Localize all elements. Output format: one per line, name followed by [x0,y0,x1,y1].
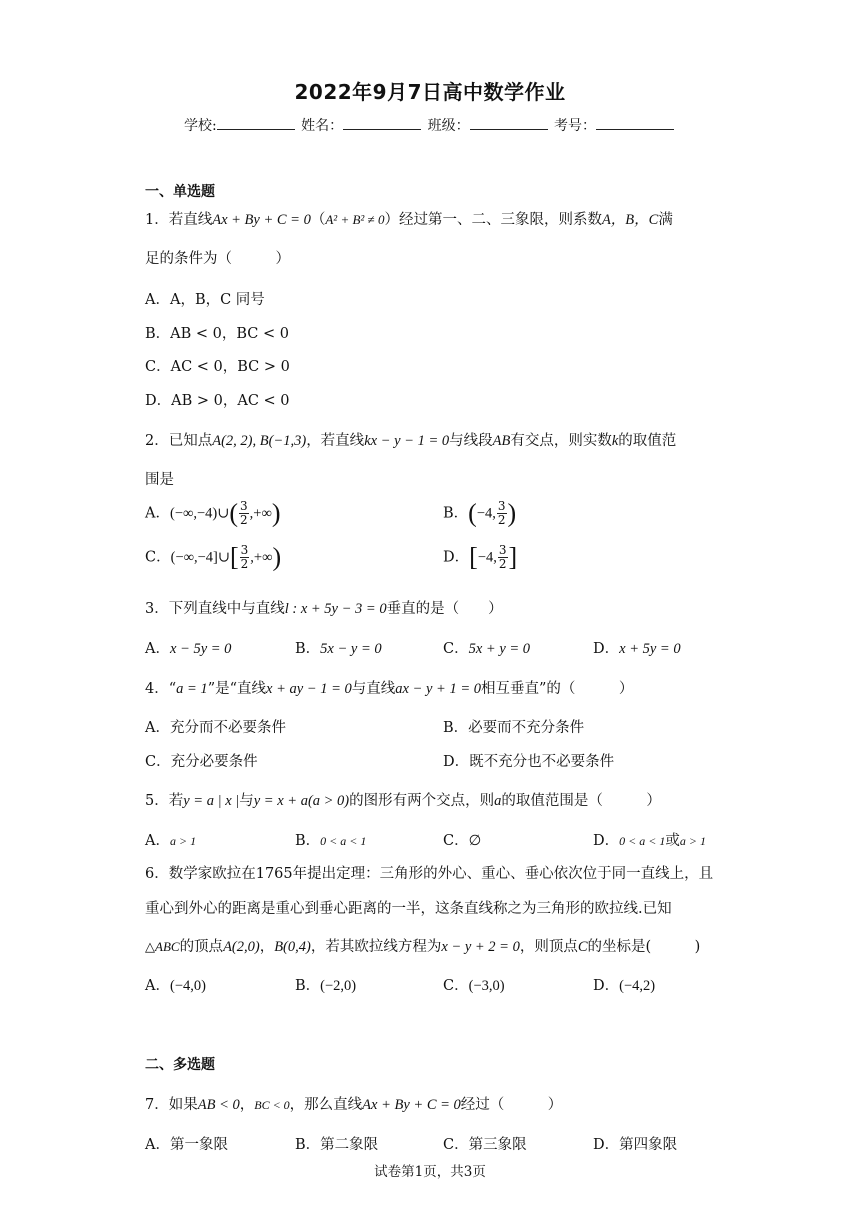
q5-option-a[interactable]: A．a > 1 [145,833,197,849]
q3-option-d[interactable]: D．x + 5y = 0 [593,641,681,657]
q2-option-d[interactable]: D．[−4, $\frac{3}{2}$ ] [443,542,518,572]
q2-option-c[interactable]: C．(−∞,−4]∪[ $\frac{3}{2}$ ,+∞) [145,542,282,572]
q3-option-c[interactable]: C．5x + y = 0 [443,641,531,657]
q4-option-a[interactable]: A．充分而不必要条件 [145,720,286,736]
q7-stem: 7．如果AB < 0，BC < 0，那么直线Ax + By + C = 0经过（ ） [145,1097,563,1113]
school-label: 学校: [183,118,217,134]
class-blank [470,115,548,130]
section-single-choice: 一、单选题 [145,184,215,200]
q6-option-a[interactable]: A．(−4,0) [145,978,206,994]
q3-stem: 3．下列直线中与直线l : x + 5y − 3 = 0垂直的是（ ） [145,601,503,617]
q7-option-b[interactable]: B．第二象限 [295,1137,379,1153]
q1-condition: A² + B² ≠ 0 [325,212,385,227]
q6-option-b[interactable]: B．(−2,0) [295,978,357,994]
q6-option-d[interactable]: D．(−4,2) [593,978,656,994]
q2-points: A(2, 2), B(−1,3) [212,433,307,449]
q1-stem-line1: 1．若直线Ax + By + C = 0（A² + B² ≠ 0）经过第一、二、三象限，则系数A，B，C满 [145,212,673,228]
student-info-line [0,115,860,135]
q1-option-b[interactable]: B．AB < 0，BC < 0 [145,326,289,342]
q5-option-c[interactable]: C．∅ [443,833,482,849]
q5-stem: 5．若y = a | x |与y = x + a(a > 0)的图形有两个交点，则a的取值范围是（ ） [145,793,661,809]
q5-option-b[interactable]: B．0 < a < 1 [295,833,367,849]
name-blank [343,115,421,130]
q2-stem-line2: 围是 [145,472,174,488]
q4-stem: 4．“a = 1”是“直线x + ay − 1 = 0与直线ax − y + 1 = 0相互垂直”的（ ） [145,681,634,697]
q7-option-a[interactable]: A．第一象限 [145,1137,228,1153]
class-label: 班级： [427,118,470,134]
page-title: 2022年9月7日高中数学作业 [294,80,566,104]
q6-option-c[interactable]: C．(−3,0) [443,978,505,994]
exam-no-label: 考号： [554,118,597,134]
q3-equation: l : x + 5y − 3 = 0 [284,601,387,617]
q2-equation: kx − y − 1 = 0 [364,433,450,449]
page-footer: 试卷第1页，共3页 [374,1164,486,1180]
q4-option-c[interactable]: C．充分必要条件 [145,754,258,770]
q1-option-d[interactable]: D．AB > 0，AC < 0 [145,393,290,409]
name-label: 姓名： [301,118,344,134]
exam-no-blank [596,115,674,130]
q6-stem-line3: △ABC的顶点A(2,0)，B(0,4)，若其欧拉线方程为x − y + 2 = 0，则顶点C的坐标是( ) [145,939,701,955]
q6-stem-line2: 重心到外心的距离是重心到垂心距离的一半，这条直线称之为三角形的欧拉线.已知 [145,901,672,917]
q4-option-b[interactable]: B．必要而不充分条件 [443,720,585,736]
q5-option-d[interactable]: D．0 < a < 1或a > 1 [593,833,706,849]
q4-option-d[interactable]: D．既不充分也不必要条件 [443,754,615,770]
section-multi-choice: 二、多选题 [145,1057,215,1073]
q7-option-c[interactable]: C．第三象限 [443,1137,527,1153]
q1-option-a[interactable]: A．A，B，C 同号 [145,292,265,308]
q1-stem-line2: 足的条件为（ ） [145,251,290,267]
q1-option-c[interactable]: C．AC < 0，BC > 0 [145,359,290,375]
q1-equation: Ax + By + C = 0 [212,212,311,228]
q6-stem-line1: 6．数学家欧拉在1765年提出定理：三角形的外心、重心、垂心依次位于同一直线上，且 [145,866,714,882]
fraction: $\frac{3}{2}$ [240,499,248,527]
q2-option-a[interactable]: A．(−∞,−4)∪( $\frac{3}{2}$ ,+∞) [145,498,281,528]
q2-stem-line1: 2．已知点A(2, 2), B(−1,3)，若直线kx − y − 1 = 0与线段AB有交点，则实数k的取值范 [145,433,677,449]
q2-option-b[interactable]: B．(−4, $\frac{3}{2}$ ) [443,498,517,528]
fraction: $\frac{3}{2}$ [498,543,507,571]
fraction: $\frac{3}{2}$ [497,499,506,527]
q3-option-a[interactable]: A．x − 5y = 0 [145,641,232,657]
q3-option-b[interactable]: B．5x − y = 0 [295,641,382,657]
q7-option-d[interactable]: D．第四象限 [593,1137,678,1153]
fraction: $\frac{3}{2}$ [240,543,249,571]
school-blank [217,115,295,130]
